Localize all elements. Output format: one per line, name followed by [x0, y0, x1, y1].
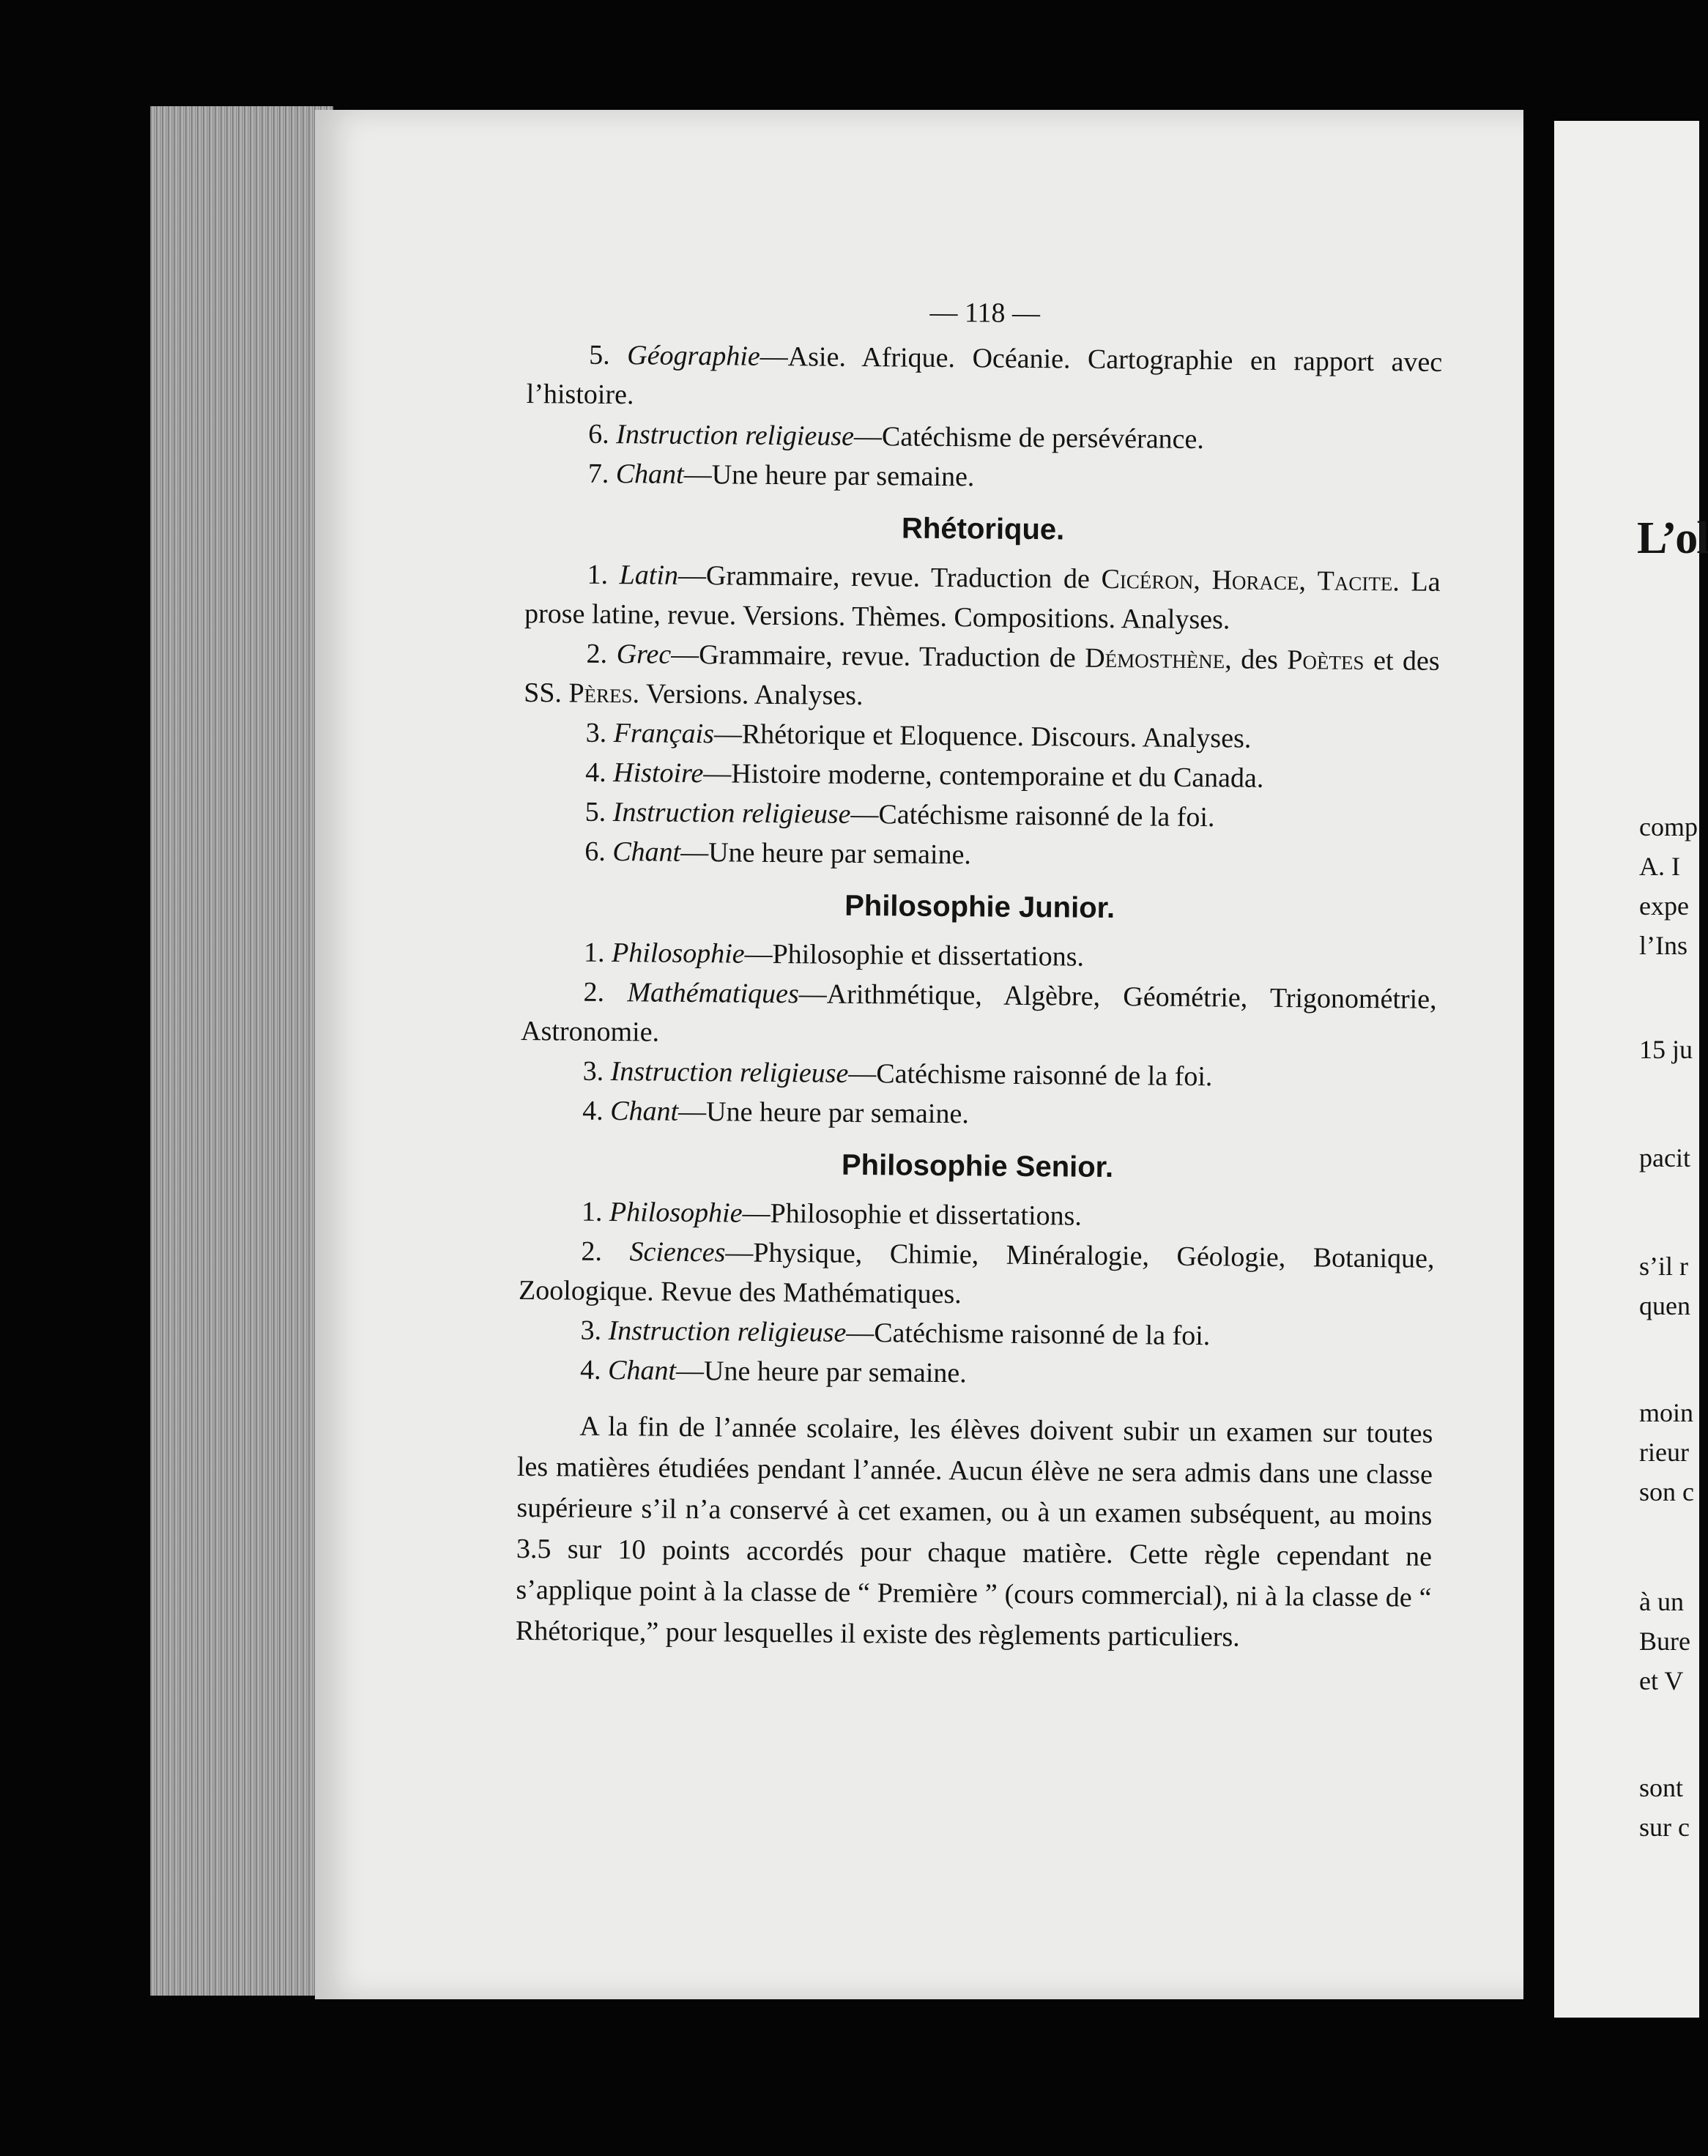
- list-item: 2. Grec—Grammaire, revue. Traduction de Démosthène, des Poètes et des SS. Pères. Versions. Analyses.: [524, 638, 1440, 712]
- right-page-fragment: à un: [1639, 1587, 1684, 1616]
- list-item: 5. Géographie—Asie. Afrique. Océanie. Cartographie en rapport avec l’histoire.: [526, 339, 1443, 411]
- section-heading-philosophie-junior: Philosophie Junior.: [844, 889, 1115, 925]
- right-page-fragment: quen: [1639, 1291, 1690, 1320]
- list-item: 3. Français—Rhétorique et Eloquence. Discours. Analyses.: [585, 717, 1252, 754]
- right-page-heading: L’ol: [1637, 513, 1708, 563]
- right-page-fragment: moin: [1639, 1398, 1694, 1427]
- right-page-fragment: Bure: [1639, 1627, 1690, 1656]
- list-item: 4. Chant—Une heure par semaine.: [579, 1354, 967, 1389]
- closing-paragraph: A la fin de l’année scolaire, les élèves doivent subir un examen sur toutes les matières étudiées pendant l’année. Aucun élève ne sera admis dans une classe supérieure s’il n’a conservé à cet examen, ou à un examen subséquent, au moins 3.5 sur 10 points accordés pour chaque matière. Cette règle cependant ne s’applique point à la classe de “ Première ” (cours commercial), ni à la classe de “ Rhétorique,” pour lesquelles il existe des règlements particuliers.: [515, 1410, 1433, 1653]
- book-gutter: [1523, 95, 1553, 2014]
- right-page-fragment: A. I: [1639, 852, 1680, 881]
- right-page-fragment: et V: [1639, 1666, 1684, 1695]
- item-list-top: [526, 335, 1443, 501]
- item-list-philosophie-senior: [518, 1192, 1435, 1397]
- section-heading-rhetorique: Rhétorique.: [901, 512, 1065, 546]
- list-item: 4. Chant—Une heure par semaine.: [582, 1095, 970, 1130]
- item-list-rhetorique: [522, 554, 1441, 879]
- page-number: — 118 —: [929, 297, 1041, 330]
- list-item: 6. Chant—Une heure par semaine.: [584, 836, 972, 871]
- list-item: 2. Sciences—Physique, Chimie, Minéralogie, Géologie, Botanique, Zoologique. Revue des Mathématiques.: [518, 1235, 1435, 1310]
- right-page-fragment: 15 ju: [1639, 1035, 1693, 1064]
- item-list-philosophie-junior: [520, 932, 1437, 1138]
- right-page: [1554, 121, 1699, 2018]
- page-content: [515, 289, 1443, 1687]
- right-page-fragment: l’Ins: [1639, 931, 1687, 960]
- right-page-fragment: expe: [1639, 891, 1689, 921]
- right-page-fragment: s’il r: [1639, 1252, 1688, 1281]
- list-item: 1. Philosophie—Philosophie et dissertations.: [583, 937, 1085, 973]
- section-heading-philosophie-senior: Philosophie Senior.: [841, 1148, 1114, 1184]
- book-page-edges: [150, 106, 333, 1996]
- list-item: 1. Philosophie—Philosophie et dissertations.: [581, 1196, 1083, 1232]
- list-item: 7. Chant—Une heure par semaine.: [587, 458, 975, 493]
- right-page-fragment: rieur: [1639, 1438, 1689, 1467]
- list-item: 4. Histoire—Histoire moderne, contemporaine et du Canada.: [585, 757, 1264, 794]
- right-page-fragment: son c: [1639, 1477, 1694, 1506]
- list-item: 5. Instruction religieuse—Catéchisme raisonné de la foi.: [584, 796, 1215, 833]
- right-page-fragment: sur c: [1639, 1813, 1690, 1842]
- list-item: 2. Mathématiques—Arithmétique, Algèbre, Géométrie, Trigonométrie, Astronomie.: [520, 976, 1437, 1048]
- list-item: 3. Instruction religieuse—Catéchisme raisonné de la foi.: [582, 1055, 1213, 1093]
- right-page-fragment: pacit: [1639, 1143, 1690, 1172]
- list-item: 6. Instruction religieuse—Catéchisme de persévérance.: [588, 418, 1205, 456]
- right-page-fragment: sont: [1639, 1773, 1684, 1802]
- list-item: 1. Latin—Grammaire, revue. Traduction de Cicéron, Horace, Tacite. La prose latine, revue. Versions. Thèmes. Compositions. Analyses.: [524, 559, 1441, 636]
- list-item: 3. Instruction religieuse—Catéchisme raisonné de la foi.: [580, 1315, 1211, 1352]
- right-page-fragment: comp: [1639, 812, 1698, 841]
